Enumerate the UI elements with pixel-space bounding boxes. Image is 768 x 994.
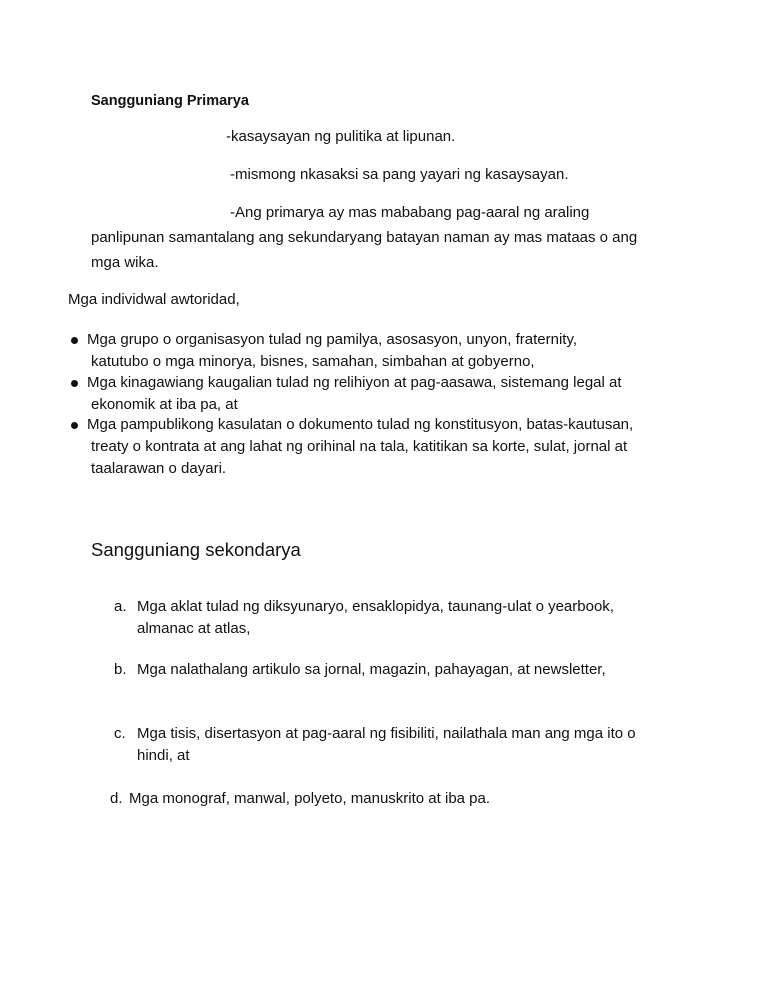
item-b-line-1: Mga nalathalang artikulo sa jornal, magazin, pahayagan, at newsletter, [137, 661, 606, 678]
primary-line-5: mga wika. [91, 254, 159, 271]
primary-line-2: -mismong nkasaksi sa pang yayari ng kasaysayan. [230, 166, 569, 183]
bullet-dot-icon [71, 337, 78, 344]
bullet-2-line-2: ekonomik at iba pa, at [91, 396, 238, 413]
primary-line-1: -kasaysayan ng pulitika at lipunan. [226, 128, 456, 145]
item-c-line-2: hindi, at [137, 747, 190, 764]
item-a-line-2: almanac at atlas, [137, 620, 251, 637]
bullet-1-line-2: katutubo o mga minorya, bisnes, samahan, simbahan at gobyerno, [91, 353, 535, 370]
item-marker-b: b. [114, 661, 127, 678]
primary-heading: Sangguniang Primarya [91, 93, 249, 109]
bullet-3-line-2: treaty o kontrata at ang lahat ng orihinal na tala, katitikan sa korte, sulat, jornal at [91, 438, 628, 455]
primary-line-3: -Ang primarya ay mas mababang pag-aaral ng araling [230, 204, 590, 221]
bullet-3-line-3: taalarawan o dayari. [91, 460, 227, 477]
bullet-dot-icon [71, 380, 78, 387]
item-a-line-1: Mga aklat tulad ng diksyunaryo, ensaklopidya, taunang-ulat o yearbook, [137, 598, 614, 615]
item-marker-a: a. [114, 598, 127, 615]
bullet-2-line-1: Mga kinagawiang kaugalian tulad ng relihiyon at pag-aasawa, sistemang legal at [87, 374, 622, 391]
authorities-label: Mga individwal awtoridad, [68, 291, 240, 308]
item-marker-d: d. [110, 790, 123, 807]
bullet-3-line-1: Mga pampublikong kasulatan o dokumento tulad ng konstitusyon, batas-kautusan, [87, 416, 634, 433]
bullet-dot-icon [71, 422, 78, 429]
item-marker-c: c. [114, 725, 126, 742]
item-c-line-1: Mga tisis, disertasyon at pag-aaral ng fisibiliti, nailathala man ang mga ito o [137, 725, 636, 742]
secondary-heading: Sangguniang sekondarya [91, 539, 301, 560]
item-d-line-1: Mga monograf, manwal, polyeto, manuskrito at iba pa. [129, 790, 491, 807]
bullet-1-line-1: Mga grupo o organisasyon tulad ng pamilya, asosasyon, unyon, fraternity, [87, 331, 578, 348]
primary-line-4: panlipunan samantalang ang sekundaryang batayan naman ay mas mataas o ang [91, 229, 638, 246]
